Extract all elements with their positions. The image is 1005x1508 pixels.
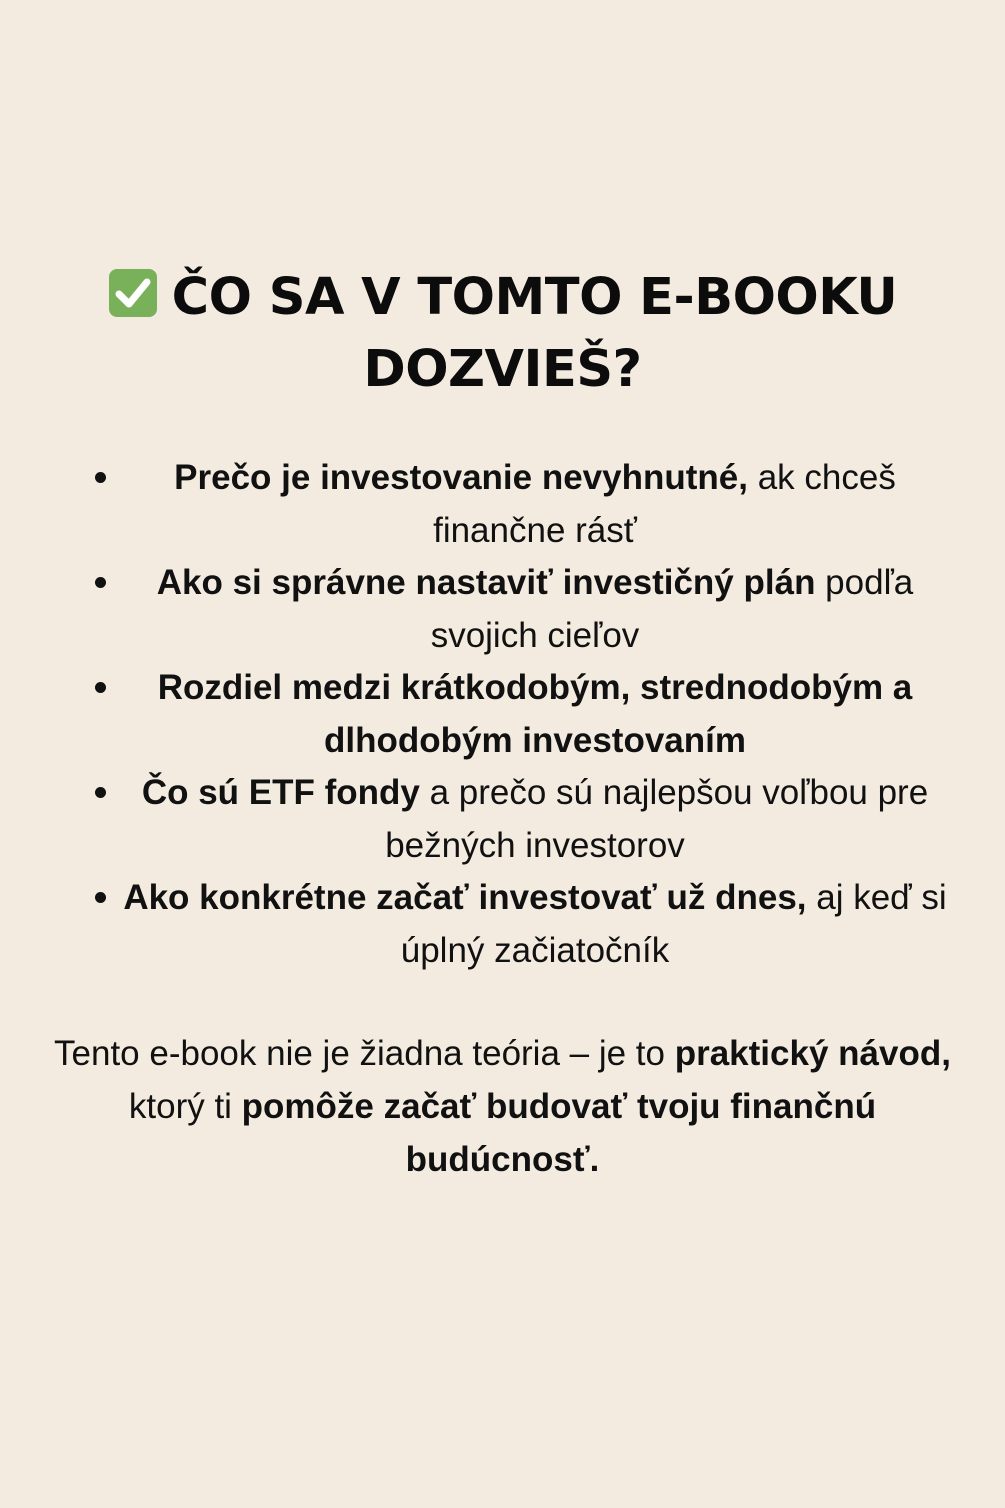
- bullet-dot-icon: [95, 892, 106, 903]
- bullet-dot-icon: [95, 472, 106, 483]
- list-item-text: a prečo sú najlepšou voľbou pre bežných investorov: [385, 773, 929, 865]
- benefits-list: [85, 452, 965, 977]
- closing-text-2: ktorý ti: [128, 1087, 242, 1126]
- list-item-text: aj keď si úplný začiatočník: [400, 878, 947, 970]
- list-item: [85, 767, 965, 872]
- list-item: [85, 872, 965, 977]
- list-item: [85, 662, 965, 767]
- bullet-dot-icon: [95, 682, 106, 693]
- heading-line-2: DOZVIEŠ?: [363, 340, 642, 399]
- list-item-text: podľa svojich cieľov: [430, 563, 914, 655]
- heading-line-1: ČO SA V TOMTO E-BOOKU: [171, 268, 898, 327]
- list-item-bold: Prečo je investovanie nevyhnutné,: [174, 458, 748, 497]
- list-item: [85, 557, 965, 662]
- list-item: [85, 452, 965, 557]
- list-item-bold: Čo sú ETF fondy: [141, 773, 420, 812]
- closing-text-1: Tento e-book nie je žiadna teória – je to: [54, 1034, 675, 1073]
- closing-bold-1: praktický návod,: [674, 1034, 951, 1073]
- closing-bold-2: pomôže začať budovať tvoju finančnú budúcnosť.: [241, 1087, 877, 1179]
- list-item-text: ak chceš finančne rásť: [433, 458, 896, 550]
- page-heading: [60, 262, 945, 406]
- bullet-dot-icon: [95, 787, 106, 798]
- closing-paragraph: [50, 1027, 955, 1186]
- list-item-bold: Ako konkrétne začať investovať už dnes,: [123, 878, 807, 917]
- list-item-bold: Ako si správne nastaviť investičný plán: [156, 563, 816, 602]
- bullet-dot-icon: [95, 577, 106, 588]
- check-mark-icon: [108, 268, 158, 318]
- list-item-bold: Rozdiel medzi krátkodobým, strednodobým a dlhodobým investovaním: [157, 668, 913, 760]
